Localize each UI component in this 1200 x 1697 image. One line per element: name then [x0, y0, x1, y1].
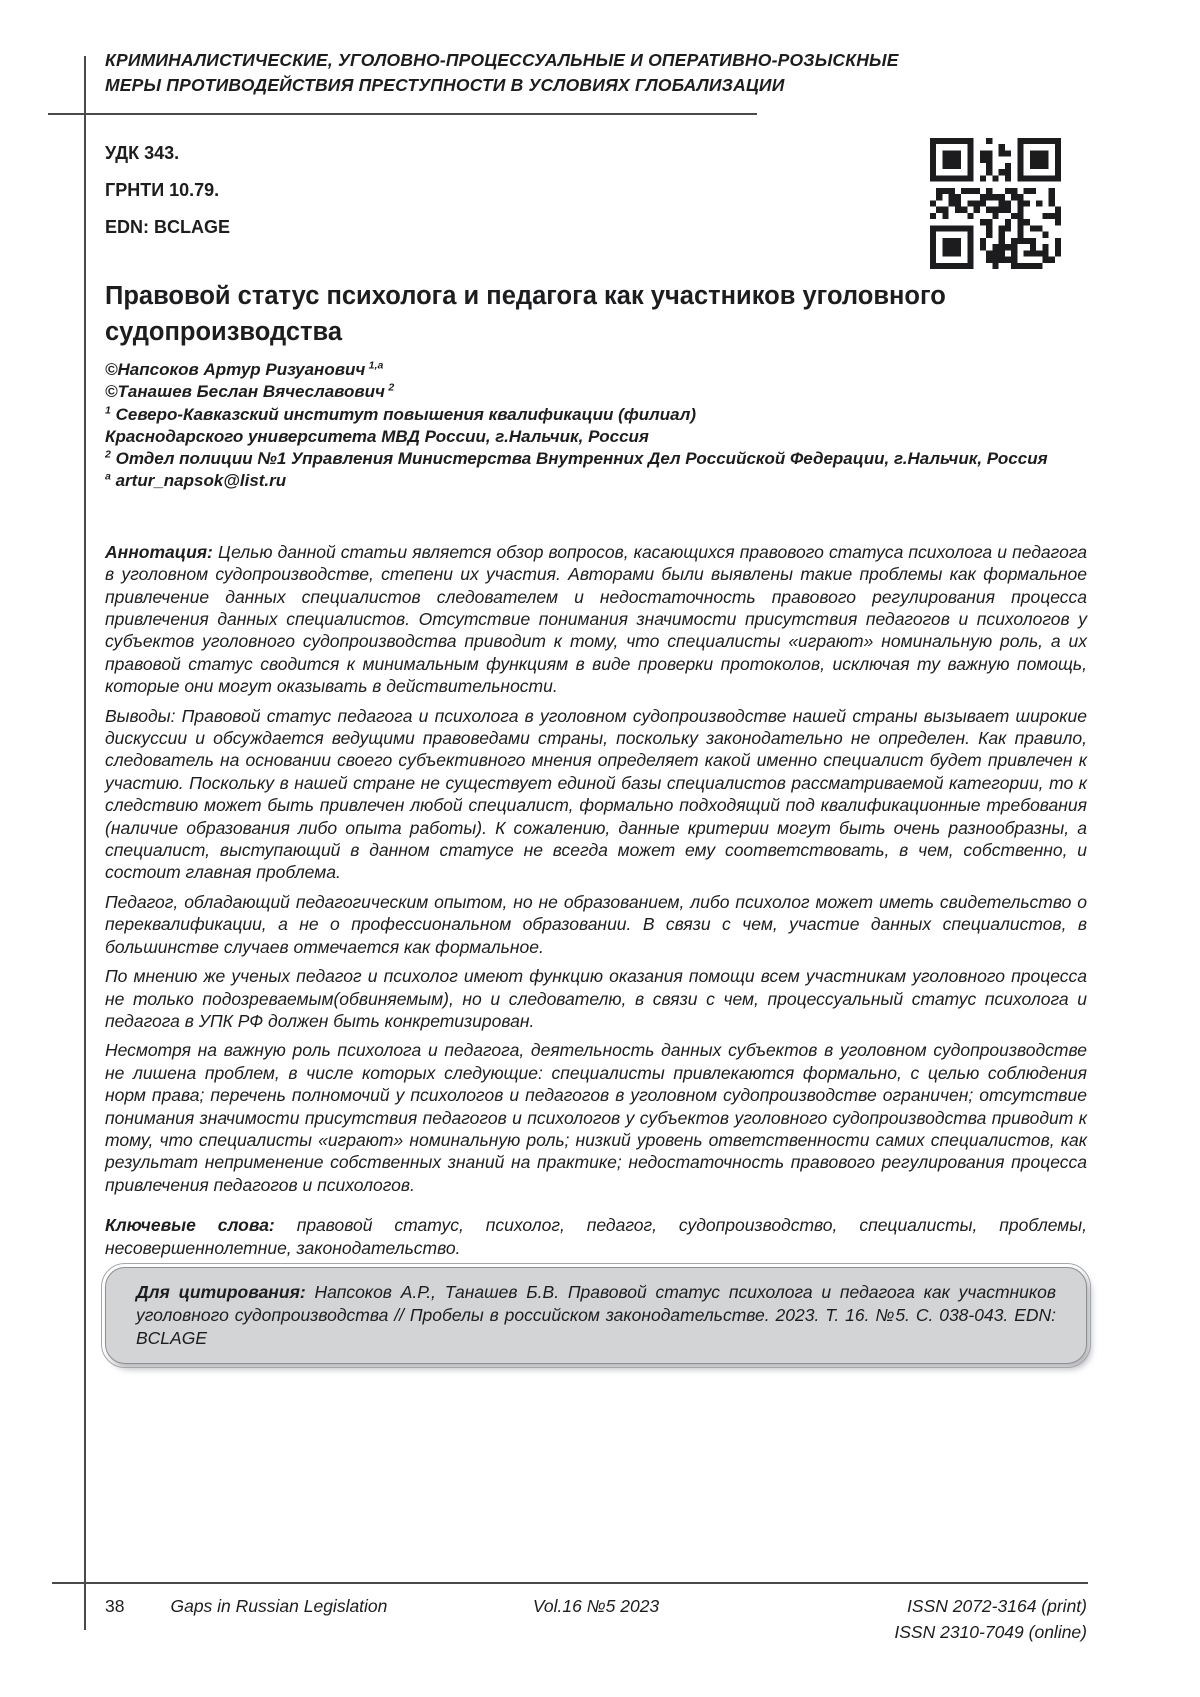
journal-name: Gaps in Russian Legislation [170, 1596, 388, 1616]
keywords-label: Ключевые слова: [105, 1215, 275, 1236]
keywords-paragraph [105, 1214, 1087, 1259]
body-paragraph: Несмотря на важную роль психолога и педагога, деятельность данных субъектов в уголовном судопроизводстве не лишена проблем, в числе которых следующие: специалисты привлекаются формально, с целью соблюдения норм права; перечень полномочий у психологов и педагогов в уголовном судопроизводстве ограничен; отсутствие понимания значимости присутствия педагогов и психологов у субъектов уголовного судопроизводства приводит к тому, что специалисты «играют» номинальную роль; низкий уровень ответственности самих специалистов, как результат неприменение собственных знаний на практике; недостаточность правового регулирования процесса привлечения педагогов и психологов. [105, 1040, 1087, 1195]
body-paragraph: Выводы: Правовой статус педагога и психолога в уголовном судопроизводстве нашей страны вызывает широкие дискуссии и обсуждается ведущими правоведами страны, поскольку законодательно не определен. Как правило, следователь на основании своего субъективного мнения определяет какой именно специалист будет привлечен к участию. Поскольку в нашей стране не существует единой базы специалистов рассматриваемой категории, то к следствию может быть привлечен любой специалист, формально подходящий под квалификационные требования (наличие образования либо опыта работы). К сожалению, данные критерии могут быть очень разнообразны, а специалист, выступающий в данном статусе не всегда может ему соответствовать, в чем, собственно, и состоит главная проблема. [105, 705, 1087, 883]
keywords-text: правовой статус, психолог, педагог, судопроизводство, специалисты, проблемы, несовершеннолетние, законодательство. [105, 1215, 1087, 1258]
volume-info: Vol.16 №5 2023 [532, 1596, 660, 1616]
udk-label: УДК 343. [105, 143, 180, 163]
running-head-line2: МЕРЫ ПРОТИВОДЕЙСТВИЯ ПРЕСТУПНОСТИ В УСЛОВИЯХ ГЛОБАЛИЗАЦИИ [105, 75, 785, 95]
page-content [105, 48, 1087, 1364]
affiliation-block [105, 404, 1087, 493]
author-affil-marker: 1,a [368, 359, 384, 372]
affiliation-line: $^2$ Отдел полиции №1 Управления Министерства Внутренних Дел Российской Федерации, г.Нальчик, Россия [105, 448, 1048, 469]
article-title: Правовой статус психолога и педагога как участников уголовного судопроизводства [105, 282, 946, 346]
body-paragraph: По мнению же ученых педагог и психолог имеют функцию оказания помощи всем участникам уголовного процесса не только подозреваемым(обвиняемым), но и следователю, в связи с чем, процессуальный статус психолога и педагога в УПК РФ должен быть конкретизирован. [105, 966, 1087, 1031]
citation-box [105, 1267, 1087, 1364]
running-head [105, 48, 1087, 98]
article-body [105, 541, 1087, 1259]
affiliation-line: Краснодарского университета МВД России, г.Нальчик, Россия [105, 426, 649, 446]
body-paragraph: Педагог, обладающий педагогическим опытом, но не образованием, либо психолог может иметь свидетельство о переквалификации, а не о профессиональном образовании. В связи с чем, участие данных специалистов, в большинстве случаев отмечается как формальное. [105, 891, 1087, 957]
citation-label: Для цитирования: [136, 1281, 306, 1302]
footer-rule [52, 1582, 1088, 1584]
abstract-paragraph: Аннотация: Целью данной статьи является обзор вопросов, касающихся правового статуса психолога и педагога в уголовном судопроизводстве, степени их участия. Авторами были выявлены такие проблемы как формальное привлечение данных специалистов следователем и недостаточность правового регулирования процесса привлечения данных специалистов. Отсутствие понимания значимости присутствия педагогов и психологов у субъектов уголовного судопроизводства приводит к тому, что специалисты «играют» номинальную роль, а их правовой статус сводится к минимальным функциям в виде проверки протоколов, исключая ту важную помощь, которые они могут оказывать в действительности. [105, 541, 1087, 697]
left-margin-rule [84, 56, 86, 1630]
issn-online: ISSN 2310-7049 (online) [894, 1622, 1087, 1642]
edn-label: EDN: BCLAGE [105, 217, 230, 237]
issn-print: ISSN 2072-3164 (print) [907, 1596, 1087, 1616]
page-number: 38 [105, 1596, 125, 1616]
author-block [105, 359, 1087, 404]
article-meta [105, 143, 1087, 237]
grnti-label: ГРНТИ 10.79. [105, 180, 220, 200]
author-line: ©Напсоков Артур Ризуанович $^{1,a}$ [105, 359, 384, 379]
affiliation-line: $^1$ Северо-Кавказский институт повышения квалификации (филиал) [105, 403, 697, 424]
citation-text: Напсоков А.Р., Танашев Б.В. Правовой статус психолога и педагога как участников уголовного судопроизводства // Пробелы в российском законодательстве. 2023. Т. 16. №5. С. 038-043. EDN: BCLAGE [136, 1281, 1057, 1348]
author-affil-marker: 2 [388, 381, 395, 394]
abstract-label: Аннотация: [105, 541, 213, 562]
author-line: ©Танашев Беслан Вячеславович $^2$ [105, 381, 395, 402]
running-head-line1: КРИМИНАЛИСТИЧЕСКИЕ, УГОЛОВНО-ПРОЦЕССУАЛЬНЫЕ И ОПЕРАТИВНО-РОЗЫСКНЫЕ [105, 50, 899, 70]
author-email: $^a$ artur_napsok@list.ru [105, 470, 287, 491]
